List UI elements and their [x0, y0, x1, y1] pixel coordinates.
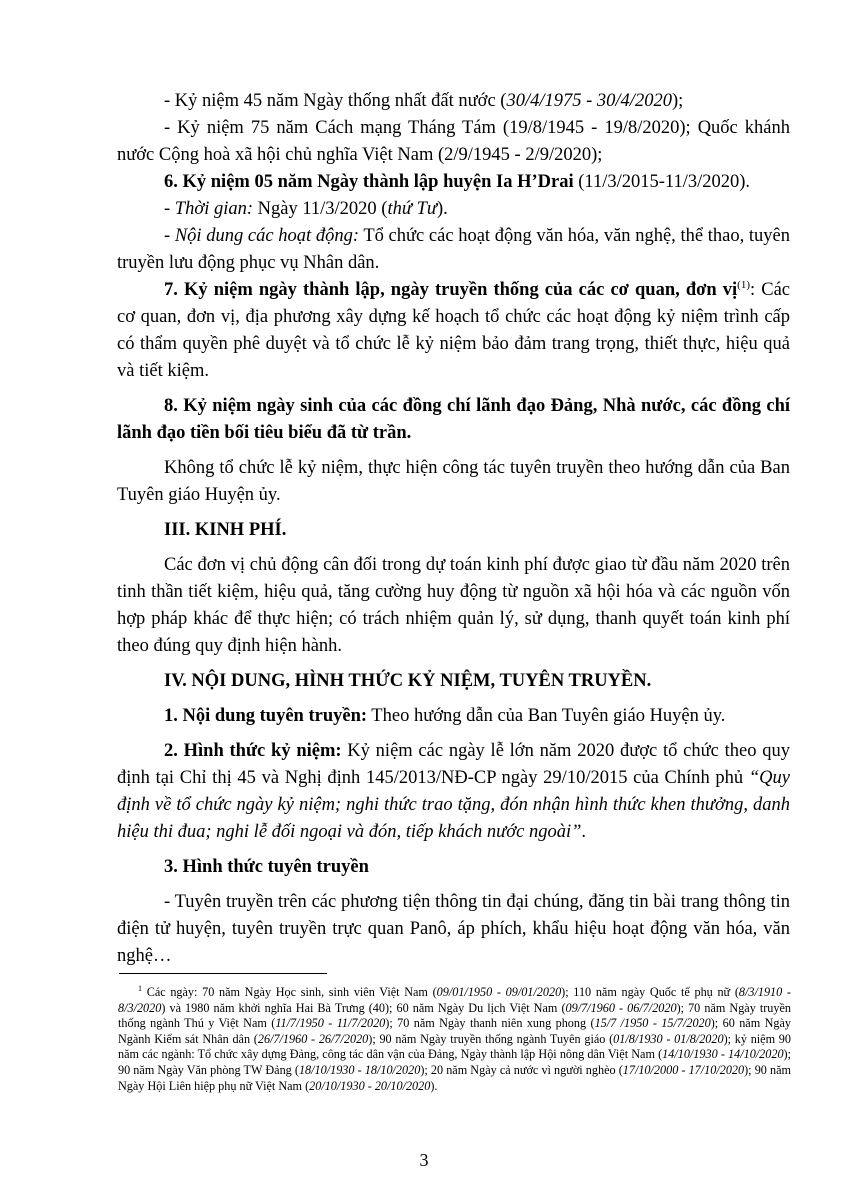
date-range: 20/10/1930 - 20/10/2020 [309, 1078, 431, 1093]
text: ); 90 năm Ngày Hội Liên hiệp phụ nữ Việt Nam ( [118, 1062, 791, 1093]
section-heading: 7. Kỷ niệm ngày thành lập, ngày truyền thống của các cơ quan, đơn vị [164, 280, 738, 300]
footnote-mark: 1 [138, 983, 142, 993]
text: ); kỷ niệm 90 năm các ngành: Tổ chức xây dựng Đảng, công tác dân vận của Đảng, Ngày thành lập Hội nông dân Việt Nam ( [118, 1031, 791, 1062]
date-range: 09/7/1960 - 06/7/2020 [565, 1000, 677, 1015]
section-IV-heading: IV. NỘI DUNG, HÌNH THỨC KỶ NIỆM, TUYÊN TRUYỀN. [164, 671, 652, 691]
text: ); 70 năm Ngày thanh niên xung phong ( [385, 1016, 595, 1031]
text: . [581, 822, 587, 842]
text: Các ngày: 70 năm Ngày Học sinh, sinh viên Việt Nam ( [142, 985, 437, 999]
text: - Kỷ niệm 45 năm Ngày thống nhất đất nước ( [164, 91, 507, 111]
quoted-title: “Quy định về tổ chức ngày kỷ niệm; nghi thức trao tặng, đón nhận hình thức khen thưởng, danh hiệu thi đua; nghi lễ đối ngoại và đón, tiếp khách nước ngoài” [117, 768, 790, 842]
weekday: thứ Tư [387, 199, 437, 219]
text: Kỷ niệm các ngày lễ lớn năm 2020 được tổ chức theo quy định tại Chỉ thị 45 và Nghị định 145/2013/NĐ-CP ngày 29/10/2015 của Chính phủ [117, 741, 790, 788]
section-6 [117, 169, 790, 196]
date-range: 30/4/1975 - 30/4/2020 [506, 91, 672, 111]
text: ). [436, 199, 448, 219]
text: (11/3/2015-11/3/2020). [573, 172, 751, 192]
date-range: 18/10/1930 - 18/10/2020 [298, 1062, 421, 1077]
section-8-text: Không tổ chức lễ kỷ niệm, thực hiện công tác tuyên truyền theo hướng dẫn của Ban Tuyên giáo Huyện ủy. [117, 458, 790, 505]
section-III-heading: III. KINH PHÍ. [164, 520, 287, 540]
label: - Thời gian: [164, 199, 254, 219]
section-7 [117, 277, 790, 385]
footnote-ref[interactable]: (1) [737, 278, 750, 291]
page-number: 3 [419, 1150, 429, 1170]
section-IV-2 [117, 738, 790, 846]
label: 2. Hình thức kỷ niệm: [164, 741, 342, 761]
text: ); 90 năm Ngày truyền thống ngành Tuyên giáo ( [368, 1031, 614, 1046]
text: Theo hướng dẫn của Ban Tuyên giáo Huyện ủy. [367, 706, 726, 726]
text: ); 110 năm ngày Quốc tế phụ nữ ( [561, 985, 739, 999]
date-range: 26/7/1960 - 26/7/2020 [257, 1031, 369, 1046]
paragraph-reunification [117, 88, 790, 115]
text: ). [430, 1078, 438, 1093]
text: ); 60 năm Ngày Ngành Kiểm sát Nhân dân ( [118, 1016, 791, 1046]
section-8-heading: 8. Kỷ niệm ngày sinh của các đồng chí lãnh đạo Đảng, Nhà nước, các đồng chí lãnh đạo tiền bối tiêu biểu đã từ trần. [117, 396, 790, 443]
text: Ngày 11/3/2020 ( [253, 199, 388, 219]
text: ); 70 năm Ngày truyền thống ngành Thú y Việt Nam ( [118, 1000, 791, 1031]
section-IV-3-text: - Tuyên truyền trên các phương tiện thông tin đại chúng, đăng tin bài trang thông tin điện tử huyện, tuyên truyền trực quan Panô, áp phích, khẩu hiệu hoạt động văn hóa, văn nghệ… [117, 892, 790, 966]
date-range: 11/7/1950 - 11/7/2020 [275, 1016, 386, 1031]
text: - Kỷ niệm 75 năm Cách mạng Tháng Tám (19/8/1945 - 19/8/2020); Quốc khánh nước Cộng hoà xã hội chủ nghĩa Việt Nam (2/9/1945 - 2/9/2020); [117, 118, 790, 165]
paragraph-activities [117, 223, 790, 277]
footnote-divider [119, 973, 327, 974]
document-body [117, 88, 790, 970]
date-range: 15/7 /1950 - 15/7/2020 [594, 1016, 711, 1031]
section-heading: 6. Kỷ niệm 05 năm Ngày thành lập huyện Ia H’Drai [164, 172, 574, 192]
section-IV-3-heading: 3. Hình thức tuyên truyền [164, 857, 369, 877]
date-range: 8/3/1910 - 8/3/2020 [118, 985, 791, 1015]
section-IV-1 [117, 703, 790, 730]
paragraph-august-revolution [117, 115, 790, 169]
date-range: 14/10/1930 - 14/10/2020 [662, 1047, 784, 1062]
text: ) và 1980 năm khởi nghĩa Hai Bà Trưng (40); 60 năm Ngày Du lịch Việt Nam ( [161, 1000, 566, 1015]
date-range: 09/01/1950 - 09/01/2020 [436, 985, 562, 999]
footnote [118, 985, 791, 1094]
text: ); 90 năm Ngày Văn phòng TW Đảng ( [118, 1047, 791, 1077]
paragraph-time [117, 196, 790, 223]
text: Tổ chức các hoạt động văn hóa, văn nghệ, thể thao, tuyên truyền lưu động phục vụ Nhân dân. [117, 226, 790, 273]
date-range: 01/8/1930 - 01/8/2020 [613, 1031, 724, 1046]
text: ); 20 năm Ngày cả nước vì người nghèo ( [420, 1062, 623, 1077]
date-range: 17/10/2000 - 17/10/2020 [622, 1062, 745, 1077]
text: ); [671, 91, 684, 111]
label: - Nội dung các hoạt động: [164, 226, 359, 246]
label: 1. Nội dung tuyên truyền: [164, 706, 368, 726]
section-III-text: Các đơn vị chủ động cân đối trong dự toán kinh phí được giao từ đầu năm 2020 trên tinh thần tiết kiệm, hiệu quả, tăng cường huy động từ nguồn xã hội hóa và các nguồn vốn hợp pháp khác để thực hiện; có trách nhiệm quản lý, sử dụng, thanh quyết toán kinh phí theo đúng quy định hiện hành. [117, 555, 790, 656]
text: : Các cơ quan, đơn vị, địa phương xây dựng kế hoạch tổ chức các hoạt động kỷ niệm trình cấp có thẩm quyền phê duyệt và tổ chức lễ kỷ niệm bảo đảm trang trọng, thiết thực, hiệu quả và tiết kiệm. [117, 280, 791, 381]
